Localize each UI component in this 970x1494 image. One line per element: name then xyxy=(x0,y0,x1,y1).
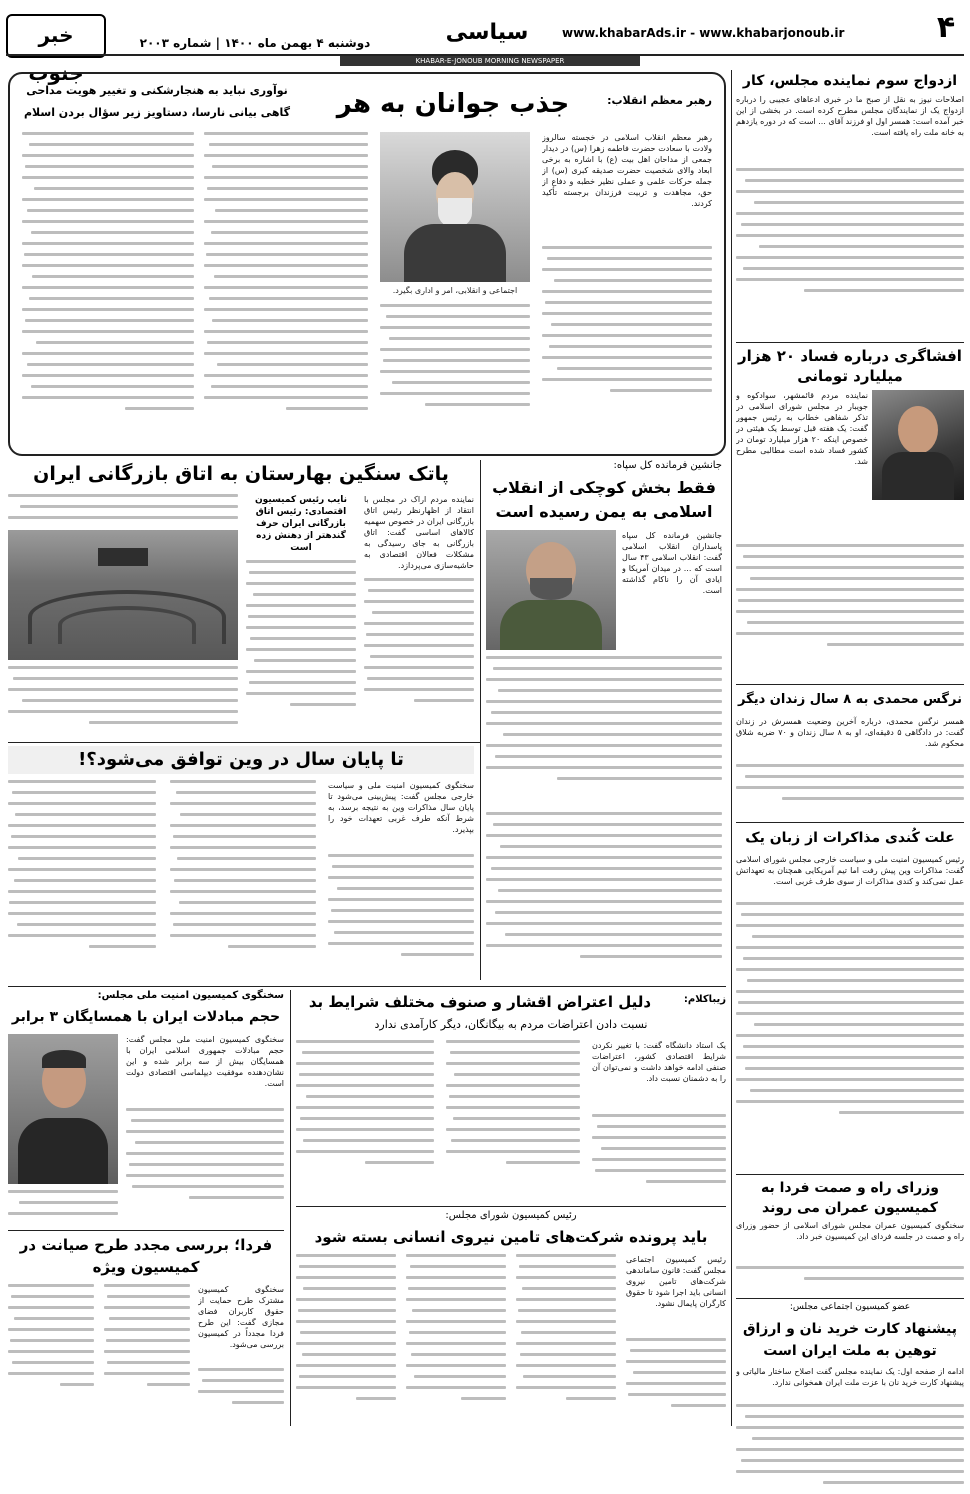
news-column xyxy=(736,70,964,1426)
story-headline: نرگس محمدی به ۸ سال زندان دیگر xyxy=(738,692,962,707)
story-body-continuation xyxy=(736,544,964,684)
masthead-band xyxy=(340,56,640,66)
story-headline: وزرای راه و صمت فردا به کمیسیون عمران می روند xyxy=(761,1180,939,1216)
vienna-body: سخنگوی کمیسیون امنیت ملی و سیاست خارجی مجلس گفت: پیش‌بینی می‌شود تا پایان سال مذاکرات وین به نتیجه برسد، به شرط آنکه طرف غربی تعهدات خود را بپذیرد. xyxy=(328,781,474,834)
parliament-title: پاتک سنگین بهارستان به اتاق بازرگانی ایران xyxy=(33,463,449,485)
labor-title: باید پرونده شرکت‌های تامین نیروی انسانی بسته شود xyxy=(314,1228,708,1246)
tomorrow-body-continuation xyxy=(198,1368,284,1426)
commander-story xyxy=(486,460,722,806)
divider xyxy=(736,1174,964,1175)
tomorrow-body-continuation xyxy=(104,1284,190,1426)
lead-body-continuation xyxy=(22,132,194,442)
masthead-band-text: KHABAR-E-JONOUB MORNING NEWSPAPER xyxy=(415,57,565,65)
lead-kicker: رهبر معظم انقلاب: xyxy=(607,94,712,107)
story-body: همسر نرگس محمدی، درباره آخرین وضعیت همسرش در زندان گفت: در دادگاهی ۵ دقیقه‌ای، او به ۸ سال زندان و ۷۰ ضربه شلاق محکوم شد. xyxy=(736,717,964,748)
date-line: دوشنبه ۴ بهمن ماه ۱۴۰۰ | شماره ۲۰۰۳ xyxy=(139,36,371,50)
divider xyxy=(736,1298,964,1299)
story-body: سخنگوی کمیسیون عمران مجلس شورای اسلامی از حضور وزرای راه و صمت در جلسه فردای این کمیسیون خبر داد. xyxy=(736,1221,964,1241)
section-title: سیاسی xyxy=(445,20,529,45)
story-body: اصلاحات نیوز به نقل از صبح ما در خبری ادعاهای عجیبی را درباره ازدواج یک از نمایندگان مجلس مطرح کرده است. در بخشی از این خبر آمده است: همسر اول او فرزند آقای ... است که در دوره یازدهم به خانه ملت راه یافته است. xyxy=(736,95,964,137)
website-url[interactable]: www.khabarAds.ir - www.khabarjonoub.ir xyxy=(562,26,845,40)
column-rule xyxy=(290,990,291,1426)
lead-title: جذب جوانان به هر xyxy=(336,89,570,119)
parliament-body: نماینده مردم اراک در مجلس با انتقاد از اظهارنظر رئیس اتاق بازرگانی ایران در خصوص سهمیه کالاهای اساسی گفت: اتاق بازرگانی به جای رسیدگی به مشکلات فعالان اقتصادی به حاشیه‌سازی می‌پردازد. xyxy=(364,495,474,570)
tomorrow-body: سخنگوی کمیسیون مشترک طرح حمایت از حقوق کاربران فضای مجازی گفت: این طرح فردا مجدداً در کمیسیون بررسی می‌شود. xyxy=(198,1285,284,1349)
page-number: ۴ xyxy=(936,10,956,45)
labor-body-continuation xyxy=(406,1254,506,1426)
vienna-body-continuation xyxy=(8,780,156,980)
parliament-subhead: نایب رئیس کمیسیون اقتصادی: رئیس اتاق بازرگانی ایران حرف گندهتر از دهنش زده است xyxy=(255,495,347,553)
story-body: ادامه از صفحه اول: یک نماینده مجلس گفت اصلاح ساختار مالیاتی و پیشنهاد کارت خرید نان با عزت ملت ایران همخوانی ندارد. xyxy=(736,1367,964,1387)
story-body-continuation xyxy=(736,1266,964,1296)
lead-body-continuation xyxy=(204,132,368,442)
parliament-body-continuation xyxy=(246,560,356,738)
story-headline: پیشنهاد کارت خرید نان و ارزاق توهین به ملت ایران است xyxy=(742,1321,958,1359)
story-headline: ازدواج سوم نماینده مجلس، کار xyxy=(742,73,958,89)
parliament-body-continuation xyxy=(8,666,238,738)
labor-body-continuation xyxy=(626,1338,726,1426)
commander-body: جانشین فرمانده کل سپاه پاسداران انقلاب اسلامی گفت: انقلاب اسلامی ۴۳ سال است که ... در میدان آمریکا و ایادی آن را ناکام گذاشته است. xyxy=(622,531,722,595)
header-divider xyxy=(6,54,964,56)
tomorrow-story xyxy=(8,1234,284,1426)
trade-body: سخنگوی کمیسیون امنیت ملی مجلس گفت: حجم مبادلات جمهوری اسلامی ایران با همسایگان بیش از سه برابر شده و این نشان‌دهنده موفقیت دیپلماسی اقتصادی دولت است. xyxy=(126,1035,284,1088)
lead-side-head: نوآوری نباید به هنجارشکنی و تغییر هویت مداحی xyxy=(26,84,288,97)
story-body: نماینده مردم قائمشهر، سوادکوه و جویبار در مجلس شورای اسلامی در تذکر شفاهی خطاب به رئیس جمهور گفت: یک هفته قبل توسط یک هیئتی در خصوص اینکه ۲۰ هزار میلیارد تومان در کشور فساد شده است مطالبی مطرح شد. xyxy=(736,391,868,466)
column-rule xyxy=(731,70,732,1426)
lead-intro: رهبر معظم انقلاب اسلامی در خجسته سالروز ولادت با سعادت حضرت فاطمه زهرا (س) در دیدار جمعی از مداحان اهل بیت (ع) با اشاره به برخی ابعاد والای شخصیت حضرت صدیقه کبری (س) از جمله حرکات علمی و عملی نظیر خطبه و دفاع از حق، مجاهدت و تربیت فرزندان برجسته تأکید کردند. xyxy=(542,133,712,208)
story-headline: افشاگری درباره فساد ۲۰ هزار میلیارد تومانی xyxy=(738,347,962,385)
protest-body: یک استاد دانشگاه گفت: با تغییر نکردن شرایط اقتصادی کشور، اعتراضات صنفی ادامه خواهد داشت و نمی‌توان آن را به دشمنان نسبت داد. xyxy=(592,1041,726,1083)
tomorrow-title: فردا؛ بررسی مجدد طرح صیانت در کمیسیون ویژه xyxy=(19,1236,273,1276)
labor-body-continuation xyxy=(296,1254,396,1426)
commander-kicker: جانشین فرمانده کل سپاه: xyxy=(613,460,722,471)
protest-body-continuation xyxy=(592,1114,726,1202)
vienna-title: تا پایان سال در وین توافق می‌شود؟! xyxy=(8,746,474,774)
protest-title: دلیل اعتراض اقشار و صنوف مختلف شرایط بد xyxy=(308,993,652,1011)
divider xyxy=(296,1206,726,1207)
story-kicker: عضو کمیسیون اجتماعی مجلس: xyxy=(789,1302,911,1312)
divider xyxy=(736,342,964,343)
logo xyxy=(6,14,106,85)
protest-body-continuation xyxy=(446,1040,580,1202)
vienna-story xyxy=(8,746,474,980)
tomorrow-body-continuation xyxy=(8,1284,94,1426)
lead-body-continuation xyxy=(542,246,712,442)
politician-photo xyxy=(872,390,964,500)
logo-text: خبر جنوب xyxy=(28,23,84,85)
divider xyxy=(8,742,480,743)
commander-photo xyxy=(486,530,616,650)
story-body: رئیس کمیسیون امنیت ملی و سیاست خارجی مجلس شورای اسلامی گفت: مذاکرات وین پیش رفت اما تیم آمریکایی همچنان به تعهداتش عمل نمی‌کند و کندی مذاکرات از سوی طرف غربی است. xyxy=(736,855,964,886)
protest-subtitle: نسبت دادن اعتراضات مردم به بیگانگان، دیگر کارآمدی ندارد xyxy=(374,1018,648,1031)
trade-story xyxy=(8,990,284,1226)
trade-body-continuation xyxy=(126,1108,284,1226)
column-rule xyxy=(480,460,481,980)
trade-kicker: سخنگوی کمیسیون امنیت ملی مجلس: xyxy=(97,990,284,1001)
labor-story xyxy=(296,1210,726,1426)
lawmaker-photo xyxy=(8,1034,118,1184)
commander-body-continuation xyxy=(486,812,722,980)
story-body-continuation xyxy=(736,902,964,1172)
divider xyxy=(736,822,964,823)
lead-side-head: گاهی بیانی نارسا، دستاویز زیر سؤال بردن اسلام xyxy=(23,106,291,119)
commander-title: فقط بخش کوچکی از انقلاب اسلامی به یمن رسیده است xyxy=(492,478,716,521)
protest-story xyxy=(296,990,726,1202)
labor-body: رئیس کمیسیون اجتماعی مجلس گفت: قانون ساماندهی شرکت‌های تامین نیروی انسانی باید اجرا شود تا حقوق کارگران پایمال نشود. xyxy=(626,1255,726,1308)
leader-photo xyxy=(380,132,530,282)
vienna-body-continuation xyxy=(328,854,474,980)
story-body-continuation xyxy=(736,764,964,820)
vienna-body-continuation xyxy=(170,780,316,980)
lead-body-continuation xyxy=(380,304,530,444)
story-body-continuation xyxy=(736,168,964,338)
labor-body-continuation xyxy=(516,1254,616,1426)
parliament-story xyxy=(8,460,474,738)
labor-kicker: رئیس کمیسیون شورای مجلس: xyxy=(445,1210,577,1221)
story-body-continuation xyxy=(736,1404,964,1494)
commander-body-continuation xyxy=(486,656,722,806)
parliament-body-continuation xyxy=(364,578,474,738)
divider xyxy=(8,1230,284,1231)
story-headline: علت کُندی مذاکرات از زبان یک xyxy=(745,830,955,846)
trade-title: حجم مبادلات ایران با همسایگان ۳ برابر xyxy=(11,1009,281,1025)
protest-kicker: زیباکلام: xyxy=(683,994,726,1005)
parliament-hall-photo xyxy=(8,530,238,660)
divider xyxy=(8,986,726,987)
protest-body-continuation xyxy=(296,1040,434,1202)
lead-story-box xyxy=(8,72,726,456)
divider xyxy=(736,684,964,685)
parliament-body-continuation xyxy=(8,494,238,524)
photo-caption: اجتماعی و انقلابی، امر و اداری بگیرد. xyxy=(392,286,518,295)
trade-body-continuation xyxy=(8,1190,118,1226)
